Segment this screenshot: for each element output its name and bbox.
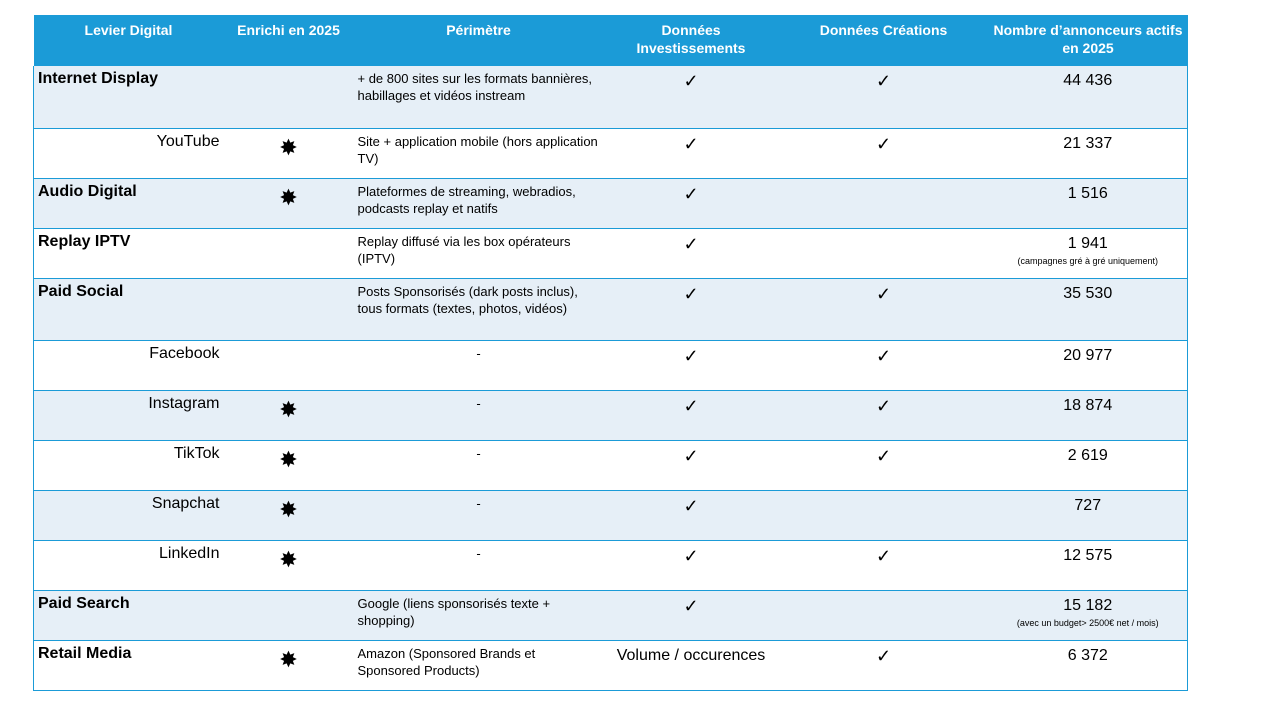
check-mark-icon: ✓ (779, 390, 989, 440)
enrichi-cell (224, 540, 354, 590)
annonceurs-cell (989, 128, 1188, 178)
check-mark-icon: ✓ (779, 278, 989, 340)
levier-cell: Replay IPTV (34, 228, 224, 278)
annonceurs-count: 1 516 (1067, 184, 1108, 202)
check-mark-icon: ✓ (779, 540, 989, 590)
annonceurs-cell (989, 228, 1188, 278)
check-mark-icon: ✓ (604, 540, 779, 590)
levier-cell: Retail Media (34, 640, 224, 690)
starburst-icon: ✸ (279, 496, 298, 522)
starburst-icon: ✸ (279, 184, 298, 210)
levier-cell: TikTok (34, 440, 224, 490)
levier-cell: Internet Display (34, 66, 224, 128)
check-mark-icon: ✓ (604, 490, 779, 540)
creations-cell (779, 590, 989, 640)
header-creations: Données Créations (779, 15, 989, 66)
perimetre-cell: - (354, 340, 604, 390)
enrichi-cell (224, 590, 354, 640)
table-row (34, 178, 1188, 228)
table-row (34, 490, 1188, 540)
table-row (34, 340, 1188, 390)
levier-cell: Snapchat (34, 490, 224, 540)
creations-cell (779, 490, 989, 540)
check-mark-icon: ✓ (604, 278, 779, 340)
perimetre-cell: Posts Sponsorisés (dark posts inclus), tous formats (textes, photos, vidéos) (354, 278, 604, 340)
annonceurs-count: 1 941 (1067, 234, 1108, 252)
enrichi-cell (224, 178, 354, 228)
annonceurs-cell (989, 640, 1188, 690)
check-mark-icon: ✓ (604, 340, 779, 390)
annonceurs-count: 15 182 (1063, 596, 1113, 614)
annonceurs-cell (989, 340, 1188, 390)
annonceurs-cell (989, 490, 1188, 540)
enrichi-cell (224, 440, 354, 490)
check-mark-icon: ✓ (779, 440, 989, 490)
perimetre-cell: Replay diffusé via les box opérateurs (IPTV) (354, 228, 604, 278)
levier-cell: Audio Digital (34, 178, 224, 228)
table-row (34, 440, 1188, 490)
enrichi-cell (224, 490, 354, 540)
perimetre-cell: - (354, 390, 604, 440)
check-mark-icon: ✓ (604, 228, 779, 278)
levier-cell: Paid Social (34, 278, 224, 340)
table-row (34, 66, 1188, 128)
table-row (34, 278, 1188, 340)
table-header-row (34, 15, 1188, 66)
annonceurs-cell (989, 390, 1188, 440)
perimetre-cell: Site + application mobile (hors application TV) (354, 128, 604, 178)
starburst-icon: ✸ (279, 646, 298, 672)
check-mark-icon: ✓ (604, 178, 779, 228)
enrichi-cell (224, 228, 354, 278)
levier-digital-table (33, 15, 1188, 691)
perimetre-cell: - (354, 540, 604, 590)
starburst-icon: ✸ (279, 546, 298, 572)
check-mark-icon: ✓ (604, 66, 779, 128)
annonceurs-note: (avec un budget> 2500€ net / mois) (1016, 617, 1159, 628)
check-mark-icon: ✓ (604, 590, 779, 640)
levier-cell: Facebook (34, 340, 224, 390)
perimetre-cell: Plateformes de streaming, webradios, podcasts replay et natifs (354, 178, 604, 228)
annonceurs-count: 18 874 (1063, 396, 1113, 414)
table-row (34, 128, 1188, 178)
annonceurs-count: 2 619 (1067, 446, 1108, 464)
annonceurs-cell (989, 66, 1188, 128)
perimetre-cell: - (354, 440, 604, 490)
annonceurs-count: 727 (1074, 496, 1102, 514)
annonceurs-count: 21 337 (1063, 134, 1113, 152)
annonceurs-count: 12 575 (1063, 546, 1113, 564)
enrichi-cell (224, 640, 354, 690)
enrichi-cell (224, 340, 354, 390)
annonceurs-cell (989, 590, 1188, 640)
annonceurs-cell (989, 540, 1188, 590)
enrichi-cell (224, 390, 354, 440)
check-mark-icon: ✓ (604, 390, 779, 440)
table-row (34, 228, 1188, 278)
table-row (34, 640, 1188, 690)
starburst-icon: ✸ (279, 396, 298, 422)
header-enrichi: Enrichi en 2025 (224, 15, 354, 66)
perimetre-cell: + de 800 sites sur les formats bannières, habillages et vidéos instream (354, 66, 604, 128)
header-investissements: Données Investissements (604, 15, 779, 66)
levier-cell: LinkedIn (34, 540, 224, 590)
annonceurs-cell (989, 440, 1188, 490)
table-row (34, 590, 1188, 640)
creations-cell (779, 178, 989, 228)
perimetre-cell: - (354, 490, 604, 540)
header-levier: Levier Digital (34, 15, 224, 66)
check-mark-icon: ✓ (779, 640, 989, 690)
levier-cell: Paid Search (34, 590, 224, 640)
table-row (34, 540, 1188, 590)
check-mark-icon: ✓ (779, 66, 989, 128)
creations-cell (779, 228, 989, 278)
check-mark-icon: ✓ (779, 128, 989, 178)
header-perimetre: Périmètre (354, 15, 604, 66)
table-body (34, 66, 1188, 690)
enrichi-cell (224, 278, 354, 340)
enrichi-cell (224, 128, 354, 178)
check-mark-icon: ✓ (779, 340, 989, 390)
check-mark-icon: ✓ (604, 440, 779, 490)
investissements-cell: Volume / occurences (604, 640, 779, 690)
starburst-icon: ✸ (279, 446, 298, 472)
enrichi-cell (224, 66, 354, 128)
header-annonceurs: Nombre d’annonceurs actifs en 2025 (989, 15, 1188, 66)
annonceurs-note: (campagnes gré à gré uniquement) (1017, 255, 1159, 266)
annonceurs-count: 20 977 (1063, 346, 1113, 364)
table-row (34, 390, 1188, 440)
annonceurs-count: 6 372 (1067, 646, 1108, 664)
perimetre-cell: Amazon (Sponsored Brands et Sponsored Products) (354, 640, 604, 690)
starburst-icon: ✸ (279, 134, 298, 160)
annonceurs-cell (989, 178, 1188, 228)
annonceurs-count: 35 530 (1063, 284, 1113, 302)
perimetre-cell: Google (liens sponsorisés texte + shopping) (354, 590, 604, 640)
check-mark-icon: ✓ (604, 128, 779, 178)
levier-cell: Instagram (34, 390, 224, 440)
levier-cell: YouTube (34, 128, 224, 178)
annonceurs-count: 44 436 (1063, 72, 1113, 89)
annonceurs-cell (989, 278, 1188, 340)
